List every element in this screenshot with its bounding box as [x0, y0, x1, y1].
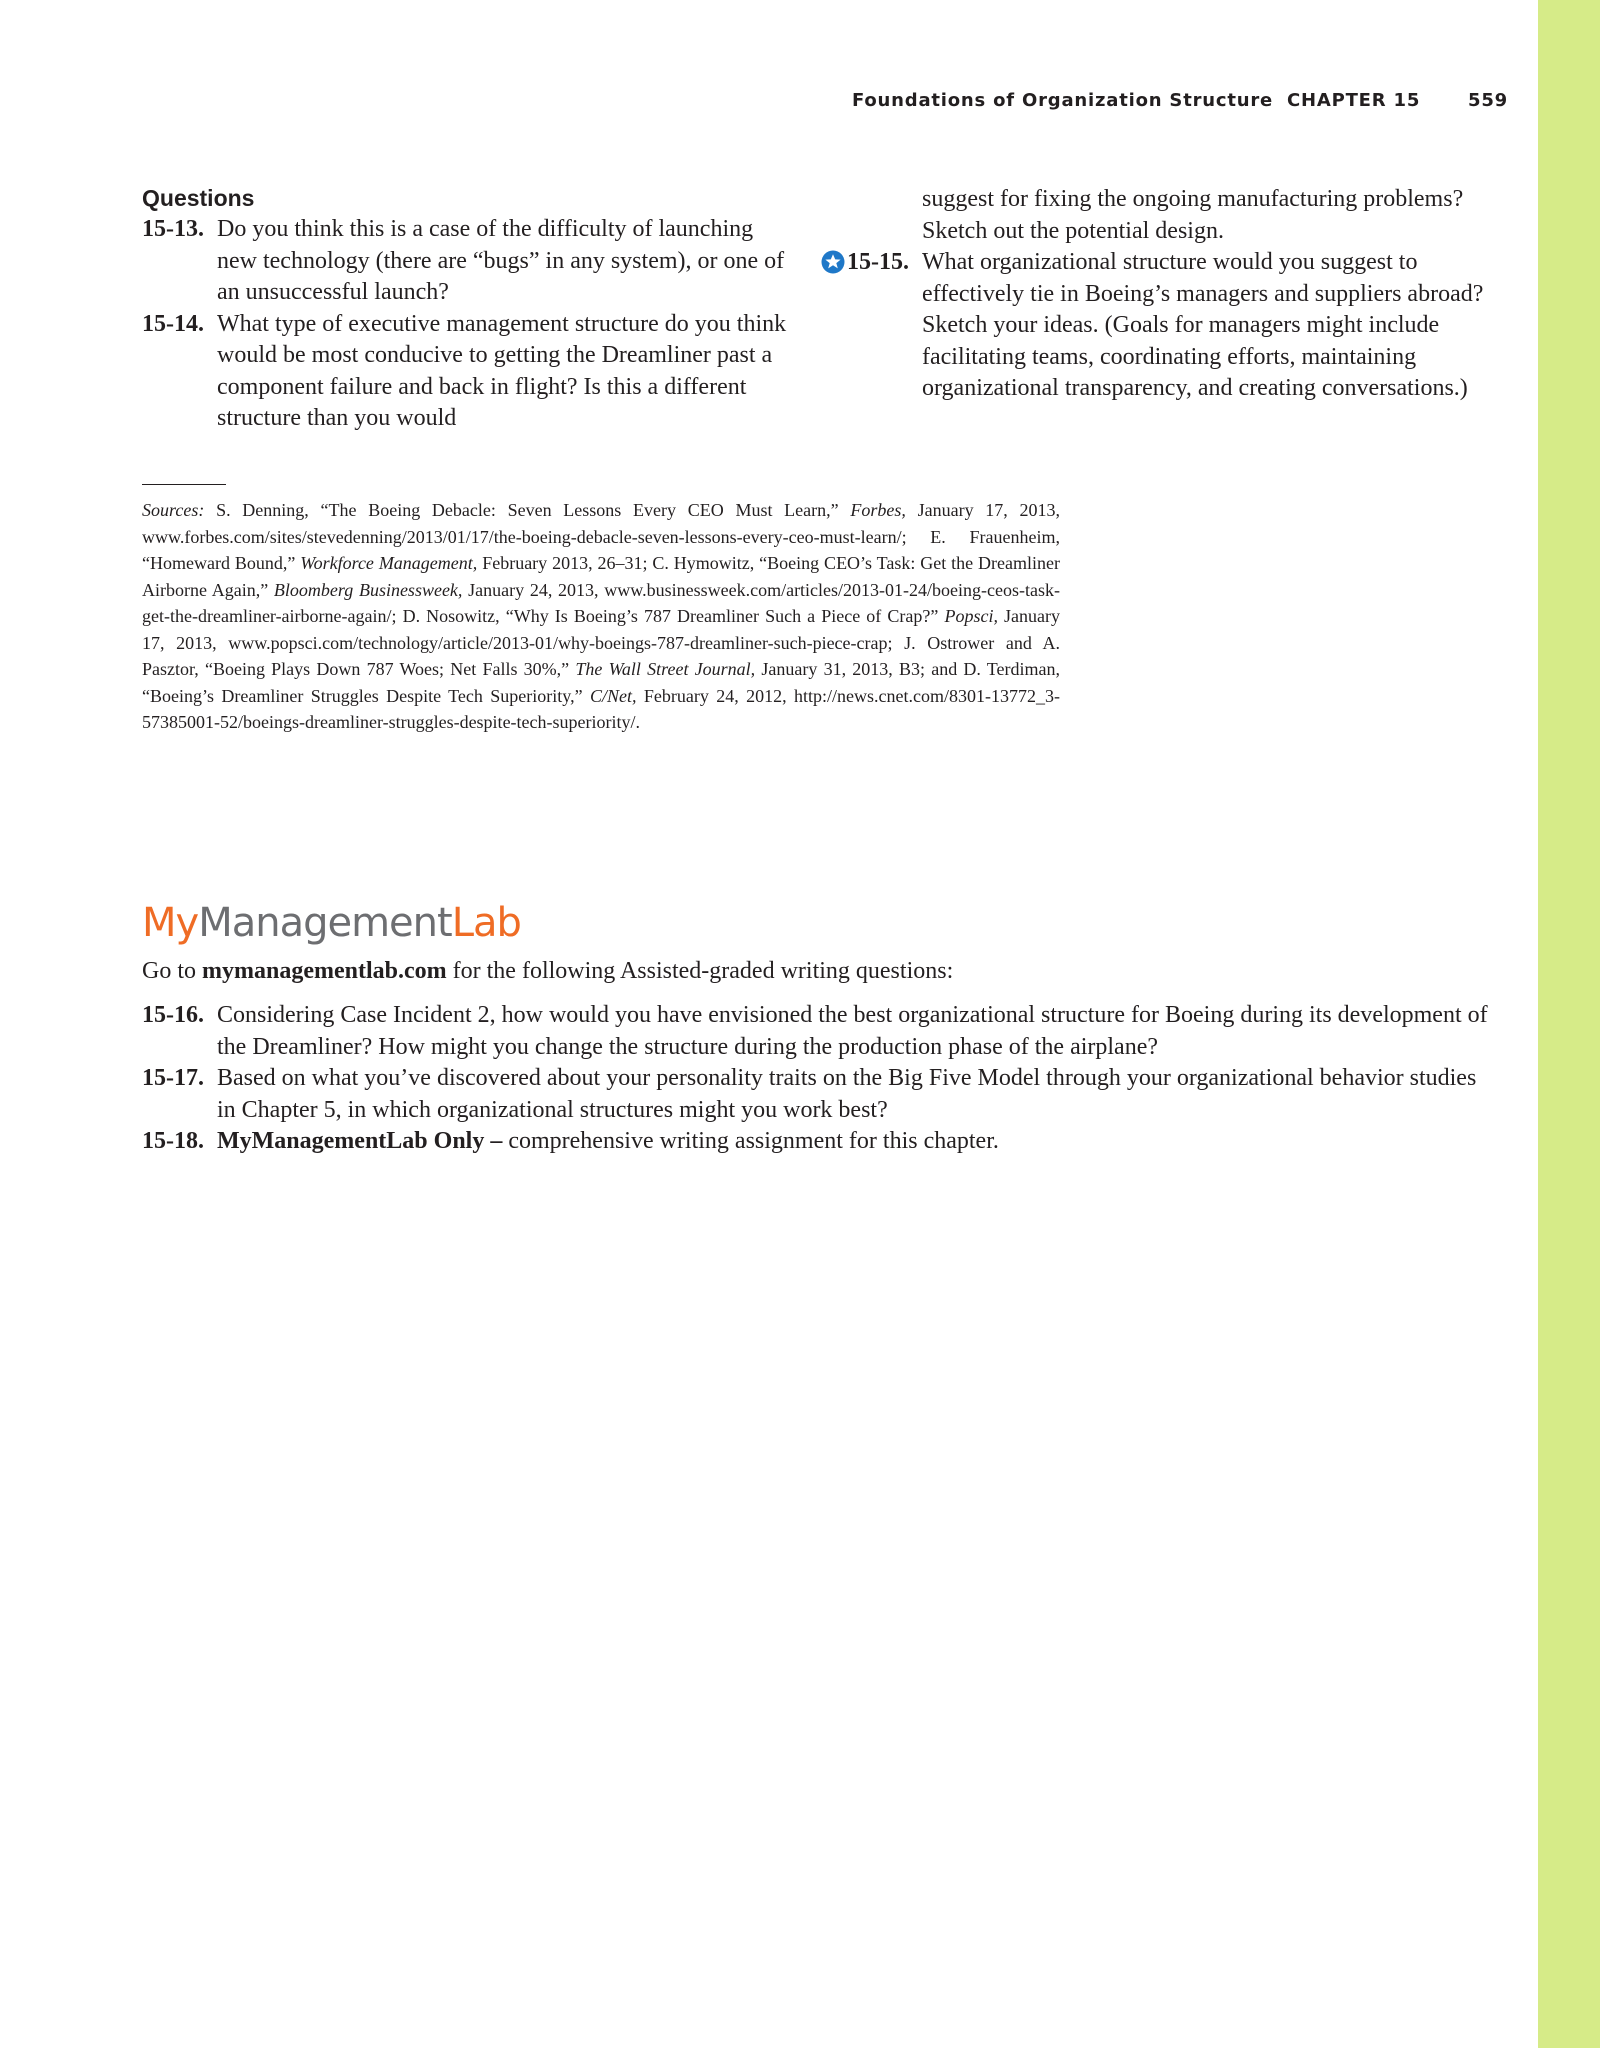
- source-text: January 17, 2013, www.popsci.com/technology/article/2013-01/why-boeings-787-dreamliner-such-piece-crap; J. Ostrower and A. Pasztor, “Boeing Plays Down 787 Woes; Net Falls 30%,”: [142, 606, 1061, 679]
- star-icon: [821, 250, 845, 274]
- source-text: S. Denning, “The Boeing Debacle: Seven Lessons Every CEO Must Learn,”: [216, 500, 839, 520]
- logo-my: My: [142, 900, 199, 946]
- question-text: Based on what you’ve discovered about your personality traits on the Big Five Model through your organizational behavior studies in Chapter 5, in which organizational structures might you work best?: [217, 1065, 1477, 1123]
- mml-questions: [142, 1000, 1492, 1158]
- question-bold-text: MyManagementLab Only –: [217, 1128, 503, 1154]
- question-15-13: [142, 214, 794, 309]
- question-number: 15-17.: [142, 1065, 204, 1091]
- intro-text: for the following Assisted-graded writing questions:: [452, 958, 954, 984]
- mymanagementlab-logo: [142, 897, 521, 949]
- question-15-14: [142, 309, 794, 435]
- running-head-chapter: CHAPTER 15: [1287, 90, 1421, 111]
- question-15-17: [142, 1063, 1492, 1126]
- intro-text: Go to: [142, 958, 196, 984]
- mml-website: mymanagementlab.com: [202, 958, 447, 984]
- source-publication: Bloomberg Businessweek,: [273, 579, 463, 600]
- questions-heading: Questions: [142, 185, 255, 211]
- question-15-18: [142, 1126, 1492, 1158]
- source-publication: Forbes,: [850, 500, 906, 520]
- source-text: February 2013, 26–31; C. Hymowitz, “Boeing CEO’s Task: Get the Dreamliner Airborne Again,”: [142, 553, 1061, 600]
- sources-label: Sources:: [142, 500, 205, 520]
- question-text: Considering Case Incident 2, how would you have envisioned the best organizational structure for Boeing during its development of the Dreamliner? How might you change the structure during the production phase of the airplane?: [217, 1002, 1488, 1060]
- source-text: January 24, 2013, www.businessweek.com/articles/2013-01-24/boeing-ceos-task-get-the-dreamliner-airborne-again/; D. Nosowitz, “Why Is Boeing’s 787 Dreamliner Such a Piece of Crap?”: [142, 579, 1060, 626]
- question-number: 15-14.: [142, 310, 204, 337]
- source-publication: The Wall Street Journal,: [575, 659, 756, 679]
- question-text: comprehensive writing assignment for this chapter.: [508, 1128, 999, 1154]
- page-number: 559: [1468, 90, 1508, 111]
- question-number: 15-13.: [142, 216, 204, 242]
- side-color-band: [1538, 0, 1600, 2048]
- questions-right-column: [847, 184, 1488, 405]
- mml-intro: [142, 955, 1492, 987]
- footnote-divider: [142, 484, 226, 485]
- source-publication: Workforce Management,: [300, 553, 478, 573]
- questions-left-column: [142, 184, 794, 435]
- source-text: February 24, 2012, http://news.cnet.com/8301-13772_3-57385001-52/boeings-dreamliner-struggles-despite-tech-superiority/.: [142, 685, 1060, 732]
- question-number: 15-15.: [847, 249, 909, 275]
- question-15-16: [142, 1000, 1492, 1063]
- question-text: Do you think this is a case of the difficulty of launching new technology (there are “bugs” in any system), or one of an unsuccessful launch?: [217, 216, 785, 305]
- question-15-14-continued: suggest for fixing the ongoing manufacturing problems? Sketch out the potential design.: [922, 186, 1464, 244]
- question-15-15: [847, 247, 1488, 405]
- logo-lab: Lab: [451, 900, 521, 946]
- question-text: What organizational structure would you suggest to effectively tie in Boeing’s managers and suppliers abroad? Sketch your ideas. (Goals for managers might include facilitating teams, coordinating efforts, maintaining organizational transparency, and creating conversations.): [922, 249, 1484, 401]
- source-publication: C/Net,: [589, 685, 637, 706]
- running-head-title: Foundations of Organization Structure: [852, 90, 1274, 111]
- question-number: 15-18.: [142, 1128, 204, 1154]
- sources-footnote: [142, 497, 1060, 736]
- question-text: What type of executive management structure do you think would be most conducive to getting the Dreamliner past a component failure and back in flight? Is this a different structure than you would: [217, 310, 787, 431]
- source-text: January 17, 2013, www.forbes.com/sites/stevedenning/2013/01/17/the-boeing-debacle-seven-lessons-every-ceo-must-learn/; E. Frauenheim, “Homeward Bound,”: [142, 500, 1061, 573]
- source-publication: Popsci,: [944, 606, 998, 626]
- running-head: [852, 90, 1508, 116]
- logo-management: Management: [198, 900, 452, 946]
- question-number: 15-16.: [142, 1002, 204, 1028]
- source-text: January 31, 2013, B3; and D. Terdiman, “Boeing’s Dreamliner Struggles Despite Tech Superiority,”: [142, 659, 1060, 706]
